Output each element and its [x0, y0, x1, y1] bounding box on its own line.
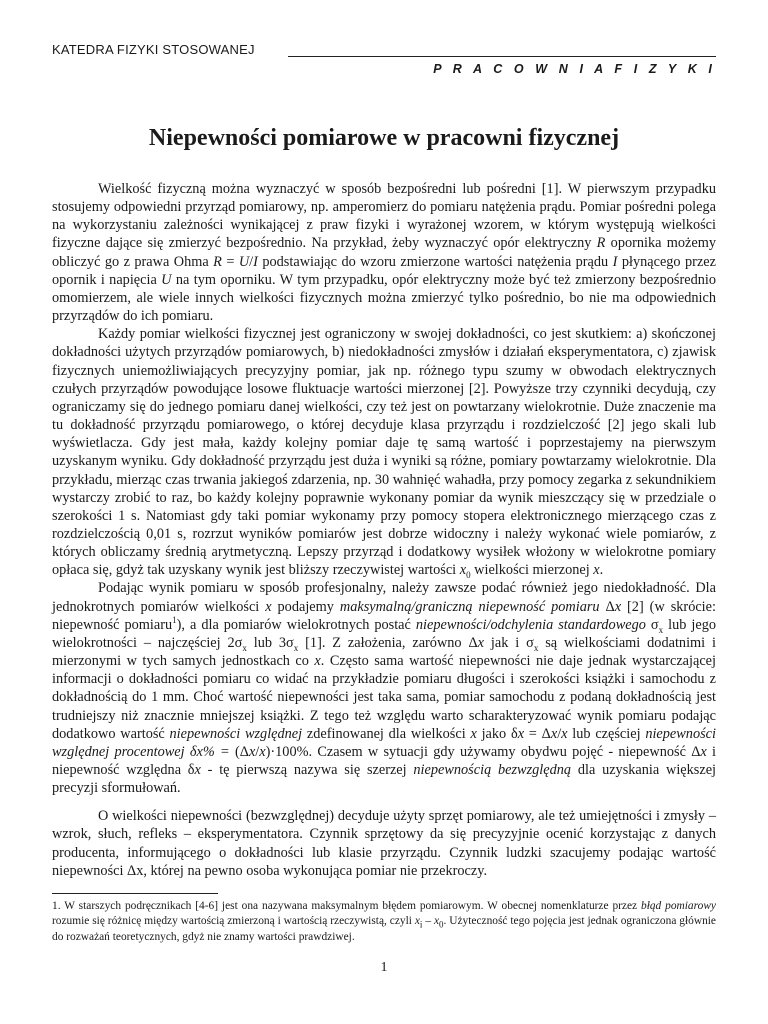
laboratory-name: P R A C O W N I A F I Z Y K I [433, 62, 716, 76]
paragraph-3: Podając wynik pomiaru w sposób profesjonalny, należy zawsze podać również jego niedokładność. Dla jednokrotnych pomiarów wielkości x podajemy maksymalną/graniczną niepewność pomiaru Δx [2] (w skrócie: niepewność pomiaru$^1$), a dla pomiarów wielokrotnych postać niepewności/odchylenia standardowego $\sigma_x$ lub jego wielokrotności – najczęściej $2\sigma_x$ lub $3\sigma_x$ [1]. Z założenia, zarówno Δx jak i $\sigma_x$ są wielkościami dodatnimi i mierzonymi w tych samych jednostkach co x. Często sama wartość niepewności nie daje jednak wystarczającej informacji o dokładności pomiaru co widać na przykładzie pomiaru długości i szerokości książki i samochodu z dokładnością do 1 mm. Choć wartość niepewności jest taka sama, pomiar samochodu z podaną dokładnością jest trudniejszy niż znacznie mniejszej książki. Z tego też względu warto scharakteryzować wynik pomiaru podając dodatkowo wartość niepewności względnej zdefinowanej dla wielkości x jako δx = Δx/x lub częściej niepewności względnej procentowej δx% = (Δx/x)·100%. Czasem w sytuacji gdy używamy obydwu pojęć - niepewność Δx i niepewność względna δx - tę pierwszą nazywa się szerzej niepewnością bezwzględną dla uzyskania większej precyzji sformułowań. [52, 580, 717, 797]
footnote-marker: 1 [172, 614, 177, 625]
page-number: 1 [380, 960, 388, 975]
paragraph-1: Wielkość fizyczną można wyznaczyć w sposób bezpośredni lub pośredni [1]. W pierwszym przypadku stosujemy odpowiedni przyrząd pomiarowy, np. amperomierz do pomiaru natężenia prądu. Pomiar pośredni polega na wykorzystaniu zależności wynikającej z praw fizyki i wyrażonej wzorem, w którym występują wielkości fizyczne dające się zmierzyć bezpośrednio. Na przykład, żeby wyznaczyć opór elektryczny R opornika możemy obliczyć go z prawa Ohma R = U/I podstawiając do wzoru zmierzone wartości natężenia prądu I płynącego przez opornik i napięcia U na tym oporniku. W tym przypadku, opór elektryczny może być też zmierzony bezpośrednio omomierzem, ale wiele innych wielkości fizycznych można zmierzyć tylko pośrednio, bo nie ma odpowiednich przyrządów do ich pomiaru. [52, 181, 717, 325]
footnote-text: 1. W starszych podręcznikach [4-6] jest ona nazywana maksymalnym błędem pomiarowym. W obecnej nomenklaturze przez błąd pomiarowy rozumie się różnicę między wartością zmierzoną i wartością rzeczywistą, czyli $x_i - x_0$. Użyteczność tego pojęcia jest jednak ograniczona głównie do rozważań teoretycznych, gdyż nie znamy wartości prawdziwej. [52, 900, 716, 943]
page-title: Niepewności pomiarowe w pracowni fizycznej [148, 125, 620, 151]
paragraph-2: Każdy pomiar wielkości fizycznej jest ograniczony w swojej dokładności, co jest skutkiem: a) skończonej dokładności użytych przyrządów pomiarowych, b) niedokładności zmysłów i działań eksperymentatora, c) zjawisk fizycznych uniemożliwiających precyzyjny pomiar, jak np. różnego typu szumy w obwodach elektrycznych czułych przyrządów powodujące losowe fluktuacje wartości mierzonej [2]. Powyższe trzy czynniki decydują, czy ograniczamy się do jednego pomiaru danej wielkości, czy też jest on powtarzany wielokrotnie. Duże znaczenie ma tu dokładność przyrządu pomiarowego, o której decyduje klasa przyrządu i rozdzielczość [2] jego skali lub wyświetlacza. Gdy jest mała, każdy kolejny pomiar daje tę samą wartość i poprzestajemy na pierwszym uzyskanym wyniku. Gdy dokładność przyrządu jest duża i wyniki są różne, pomiary powtarzamy wielokrotnie. Dla przykładu, mierząc czas trwania jakiegoś zdarzenia, np. 30 wahnięć wahadła, przy pomocy zegarka z sekundnikiem wystarczy zrobić to raz, bo każdy kolejny poprawnie wykonany pomiar da wynik mieszczący się w przedziale o szerokości 1 s. Natomiast gdy taki pomiar wykonamy przy pomocy stopera elektronicznego mierzącego czas z rozdzielczością 0,01 s, rozrzut wyników pomiarów jest dobrze widoczny i należy wykonać wiele pomiarów, z których obliczamy średnią arytmetyczną. Lepszy przyrząd i dodatkowy wysiłek włożony w wielokrotne pomiary opłaca się, gdyż tak uzyskany wynik jest bliższy rzeczywistej wartości $x_0$ wielkości mierzonej x. [52, 326, 716, 581]
footnote [52, 899, 716, 945]
page-header [52, 42, 716, 62]
document-body [52, 180, 716, 880]
paragraph-4: O wielkości niepewności (bezwzględnej) decyduje użyty sprzęt pomiarowy, ale też umiejętności i zmysły – wzrok, słuch, refleks – eksperymentatora. Czynnik sprzętowy da się precyzyjnie ocenić korzystając z danych producenta, informującego o dokładności lub klasie przyrządu. Czynnik ludzki szacujemy podając wartość niepewności Δx, której na pewno osoba wykonująca pomiar nie przekroczy. [52, 808, 716, 879]
header-rule [288, 56, 716, 57]
department-name: KATEDRA FIZYKI STOSOWANEJ [52, 42, 255, 57]
footnote-rule [52, 893, 218, 894]
